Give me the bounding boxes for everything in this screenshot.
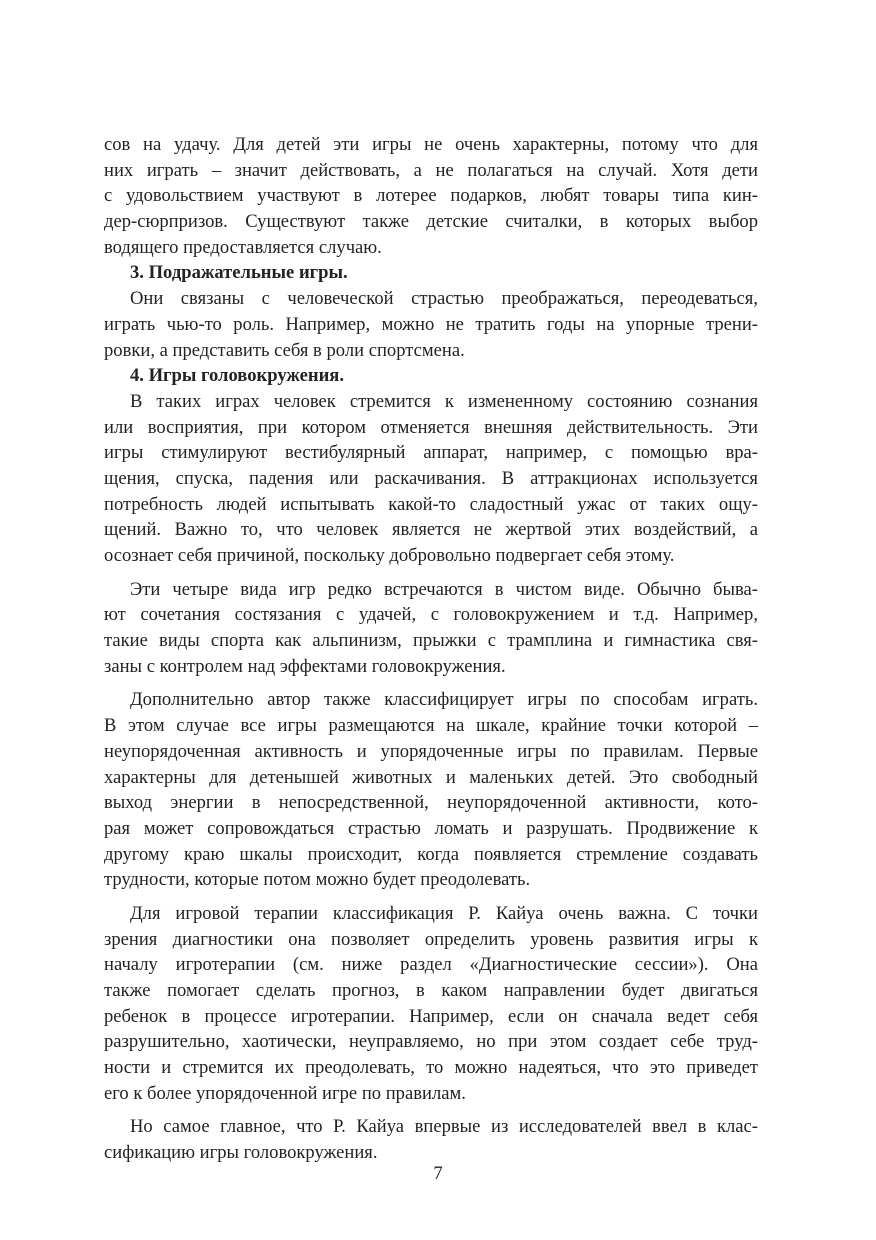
text-line: В таких играх человек стремится к измененному состоянию сознания: [130, 390, 758, 412]
text-line: его к более упорядоченной игре по правилам.: [104, 1082, 466, 1104]
body-text: [104, 132, 758, 1166]
section-heading: [104, 363, 758, 389]
text-line: них играть – значит действовать, а не полагаться на случай. Хотя дети: [104, 159, 758, 181]
text-line: зрения диагностики она позволяет определить уровень развития игры к: [104, 928, 758, 950]
text-line: ют сочетания состязания с удачей, с головокружением и т.д. Например,: [104, 604, 758, 626]
text-line: водящего предоставляется случаю.: [104, 236, 382, 258]
text-line: играть чью-то роль. Например, можно не тратить годы на упорные трени-: [104, 313, 758, 335]
text-line: неупорядоченная активность и упорядоченные игры по правилам. Первые: [104, 740, 758, 762]
text-line: Они связаны с человеческой страстью преображаться, переодеваться,: [130, 288, 758, 310]
text-line: потребность людей испытывать какой-то сладостный ужас от таких ощу-: [104, 493, 758, 515]
text-line: с удовольствием участвуют в лотерее подарков, любят товары типа кин-: [104, 185, 758, 207]
page-number: 7: [433, 1163, 443, 1184]
text-line: другому краю шкалы происходит, когда появляется стремление создавать: [104, 843, 758, 865]
paragraph: [104, 132, 758, 260]
text-line: 4. Игры головокружения.: [130, 365, 344, 387]
text-line: 3. Подражательные игры.: [130, 262, 348, 284]
text-line: трудности, которые потом можно будет преодолевать.: [104, 869, 531, 891]
text-line: заны с контролем над эффектами головокружения.: [104, 655, 506, 677]
paragraph-gap: [104, 1106, 758, 1114]
paragraph-gap: [104, 893, 758, 901]
section-heading: [104, 260, 758, 286]
text-line: ровки, а представить себя в роли спортсмена.: [104, 339, 465, 361]
paragraph-gap: [104, 679, 758, 687]
text-line: Дополнительно автор также классифицирует игры по способам играть.: [130, 689, 758, 711]
paragraph: [104, 901, 758, 1107]
text-line: Но самое главное, что Р. Кайуа впервые из исследователей ввел в клас-: [130, 1116, 758, 1138]
text-line: щения, спуска, падения или раскачивания. В аттракционах используется: [104, 467, 758, 489]
paragraph: [104, 286, 758, 363]
text-line: такие виды спорта как альпинизм, прыжки с трамплина и гимнастика свя-: [104, 630, 758, 652]
text-line: В этом случае все игры размещаются на шкале, крайние точки которой –: [104, 715, 758, 737]
text-line: ности и стремится их преодолевать, то можно надеяться, что это приведет: [104, 1057, 758, 1079]
paragraph: [104, 687, 758, 893]
text-line: щений. Важно то, что человек является не жертвой этих воздействий, а: [104, 519, 758, 541]
text-line: сов на удачу. Для детей эти игры не очень характерны, потому что для: [104, 134, 758, 155]
text-line: Для игровой терапии классификация Р. Кайуа очень важна. С точки: [130, 902, 758, 924]
paragraph: [104, 577, 758, 680]
text-line: осознает себя причиной, поскольку добровольно подвергает себя этому.: [104, 545, 675, 566]
text-line: дер-сюрпризов. Существуют также детские считалки, в которых выбор: [104, 211, 758, 233]
text-line: также помогает сделать прогноз, в каком направлении будет двигаться: [104, 980, 758, 1001]
text-line: характерны для детенышей животных и маленьких детей. Это свободный: [104, 766, 758, 788]
paragraph: [104, 1114, 758, 1165]
text-line: игры стимулируют вестибулярный аппарат, например, с помощью вра-: [104, 442, 758, 464]
text-line: ребенок в процессе игротерапии. Например, если он сначала ведет себя: [104, 1005, 758, 1027]
text-line: Эти четыре вида игр редко встречаются в чистом виде. Обычно быва-: [130, 578, 758, 600]
paragraph: [104, 389, 758, 569]
text-line: сификацию игры головокружения.: [104, 1142, 378, 1164]
paragraph-gap: [104, 569, 758, 577]
text-line: разрушительно, хаотически, неуправляемо, но при этом создает себе труд-: [104, 1031, 758, 1053]
text-line: выход энергии в непосредственной, неупорядоченной активности, кото-: [104, 792, 758, 814]
text-line: или восприятия, при котором отменяется внешняя действительность. Эти: [104, 416, 758, 438]
text-line: началу игротерапии (см. ниже раздел «Диагностические сессии»). Она: [104, 954, 758, 976]
text-line: рая может сопровождаться страстью ломать и разрушать. Продвижение к: [104, 817, 758, 839]
